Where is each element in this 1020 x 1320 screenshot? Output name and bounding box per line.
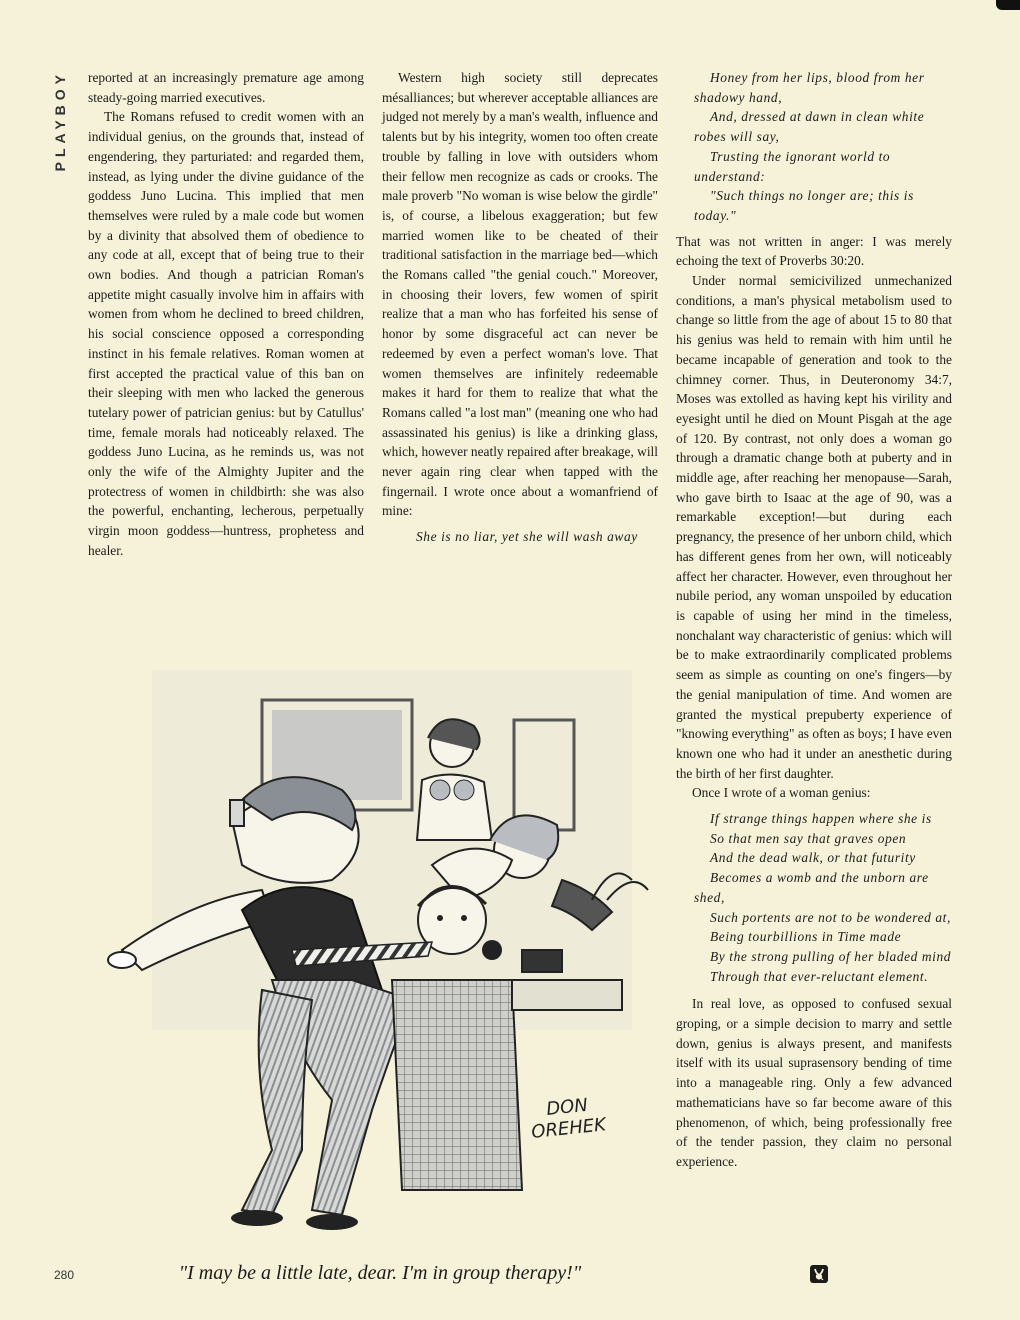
paragraph: Western high society still deprecates mésalliances; but wherever acceptable alliances are judged not merely by a man's wealth, influence and talents but by his integrity, women too often create trouble by falling in love with outsiders whom their fellow men recognize as cads or crooks. The male proverb "No woman is wise below the girdle" is, of course, a libelous exaggeration; but few married women like to be cheated of their traditional satisfaction in the marriage bed—which the Romans called "the genial couch." Moreover, in choosing their lovers, few women of spirit realize that a man who has forfeited his sense of honor by some disgraceful act can never be redeemed by even a perfect woman's love. That women themselves are infinitely redeemable makes it hard for them to realize that what the Romans called "a lost man" (meaning one who had assassinated his genius) is like a drinking glass, which, however neatly repaired after breakage, will never again ring clear when tapped with the fingernail. I wrote once about a womanfriend of mine:: [382, 70, 658, 519]
verse-line: Honey from her lips, blood from her shadowy hand,: [694, 70, 925, 105]
verse-line: "Such things no longer are; this is today.": [694, 188, 914, 223]
verse-line: Through that ever-reluctant element.: [710, 968, 929, 984]
column-3: [676, 68, 952, 1172]
corner-mark: [996, 0, 1020, 10]
verse-line: If strange things happen where she is: [710, 811, 932, 827]
paragraph: The Romans refused to credit women with an individual genius, on the grounds that, instead of engendering, they parturiated: and regarded them, instead, as lying under the divine guidance of the goddess Juno Lucina. This implied that men themselves were ruled by a male code but women by a divinity that absolved them of obedience to any code at all, except that of being true to their own bodies. And though a patrician Roman's appetite might casually involve him in affairs with women from whom he declined to breed children, his social conscience opposed a corresponding instinct in his female relatives. Roman women at first accepted the practical value of this ban on their sleeping with men who lacked the generous tutelary power of patrician genius: but by Catullus' time, female morals had noticeably relaxed. The goddess Juno Lucina, as he reminds us, was not only the wife of the Almighty Jupiter and the protectress of women in childbirth: she was also the powerful, enchanting, lecherous, perpetually virgin moon goddess—huntress, prophetess and healer.: [88, 109, 364, 558]
verse-line: Trusting the ignorant world to understand:: [694, 148, 891, 184]
verse-line: By the strong pulling of her bladed mind: [710, 948, 952, 964]
paragraph: That was not written in anger: I was merely echoing the text of Proverbs 30:20.: [676, 233, 952, 269]
poem-2: [676, 809, 952, 986]
cartoon-caption: "I may be a little late, dear. I'm in group therapy!": [178, 1262, 582, 1284]
verse-line: Becomes a womb and the unborn are shed,: [694, 870, 929, 905]
paragraph: Under normal semicivilized unmechanized conditions, a man's physical metabolism used to change so little from the age of about 15 to 80 that his genius was held to remain with him until he became incapable of generation and took to the chimney corner. Thus, in Deuteronomy 34:7, Moses was extolled as having kept his virility and eyesight until he died on Mount Pisgah at the age of 120. By contrast, not only does a woman go through a dramatic change both at puberty and in middle age, after reaching her menopause—Sarah, who gave birth to Isaac at the age of 90, was a remarkable exception!—but during each pregnancy, the presence of her unborn child, which has different genes from her own, will noticeably affect her character. However, even throughout her nubile period, any woman unspoiled by education is capable of using her mind in the timeless, nonchalant way characteristic of genius: which will be to make extraordinarily complicated problems seem as simple as counting on one's fingers—by the genial manipulation of time. And women are granted the mystical prepuberty experience of "knowing everything" as often as boys; I have even known one who had it under an anesthetic during the birth of her first daughter.: [676, 273, 952, 781]
paragraph: reported at an increasingly premature age among steady-going married executives.: [88, 70, 364, 105]
column-2: [382, 68, 658, 555]
column-1: [88, 68, 364, 561]
cartoon-illustration: [92, 650, 658, 1260]
verse-line: She is no liar, yet she will wash away: [416, 529, 638, 545]
verse-line: And the dead walk, or that futurity: [710, 850, 916, 866]
verse-line: Such portents are not to be wondered at,: [710, 909, 951, 925]
furniture-chair: [392, 950, 622, 1190]
artist-signature: ORЕHEK: [530, 1114, 607, 1143]
artist-signature: DON: [545, 1094, 589, 1120]
verse-line: Being tourbillions in Time made: [710, 929, 902, 945]
poem-1-continued: [676, 68, 952, 226]
paragraph: In real love, as opposed to confused sexual groping, or a simple decision to marry and settle down, genius is always present, and manifests itself with its usual suprasensory bending of time into a manageable ring. Only a few advanced mathematicians have so far become aware of this phenomenon, of which, being professionally free of the tender passion, they claim no personal experience.: [676, 996, 952, 1169]
verse-line: And, dressed at dawn in clean white robes will say,: [694, 109, 925, 145]
verse-line: So that men say that graves open: [710, 830, 907, 846]
paragraph: Once I wrote of a woman genius:: [692, 785, 871, 801]
poem-1-opening: [382, 527, 658, 547]
rabbit-head-end-mark-icon: [810, 1265, 828, 1283]
masthead: PLAYBOY: [52, 70, 68, 172]
page-number: 280: [54, 1268, 75, 1282]
